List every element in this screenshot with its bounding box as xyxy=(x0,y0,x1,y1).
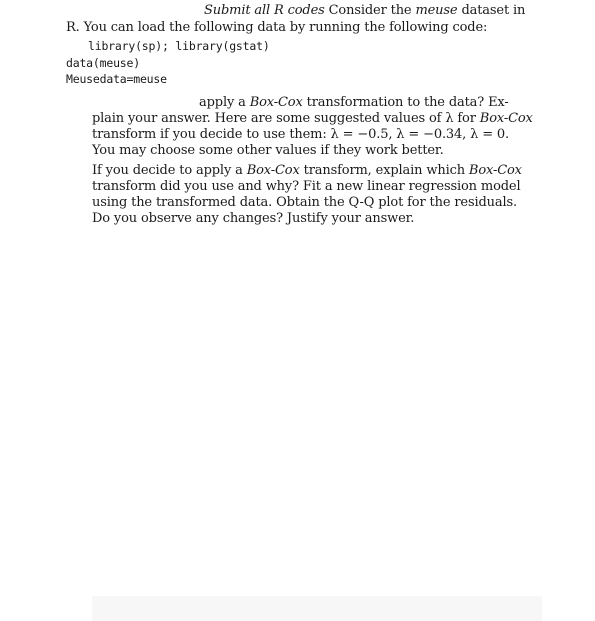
code-line-assign: Meusedata=meuse xyxy=(66,72,167,86)
q1-line-3: transform if you decide to use them: λ = −0.5, λ = −0.34, λ = 0. xyxy=(92,127,510,142)
q2-line-1: If you decide to apply a Box-Cox transform, explain which Box-Cox xyxy=(92,163,522,178)
page-bottom-shade xyxy=(92,596,542,621)
q1-line-1: apply a Box-Cox transformation to the data? Ex- xyxy=(199,95,509,110)
code-line-data: data(meuse) xyxy=(66,56,140,70)
q2-line-4: Do you observe any changes? Justify your answer. xyxy=(92,211,415,226)
code-line-libraries: library(sp); library(gstat) xyxy=(88,39,270,53)
intro-line-1: Submit all R codes Consider the meuse dataset in xyxy=(204,3,526,18)
q1-line-4: You may choose some other values if they work better. xyxy=(92,143,444,158)
q2-line-2: transform did you use and why? Fit a new linear regression model xyxy=(92,179,521,194)
submit-note: Submit all R codes xyxy=(204,3,325,18)
q2-line-3: using the transformed data. Obtain the Q-Q plot for the residuals. xyxy=(92,195,517,210)
q1-line-2: plain your answer. Here are some suggested values of λ for Box-Cox xyxy=(92,111,533,126)
dataset-name: meuse xyxy=(415,3,458,18)
intro-line-2: R. You can load the following data by running the following code: xyxy=(66,20,488,35)
